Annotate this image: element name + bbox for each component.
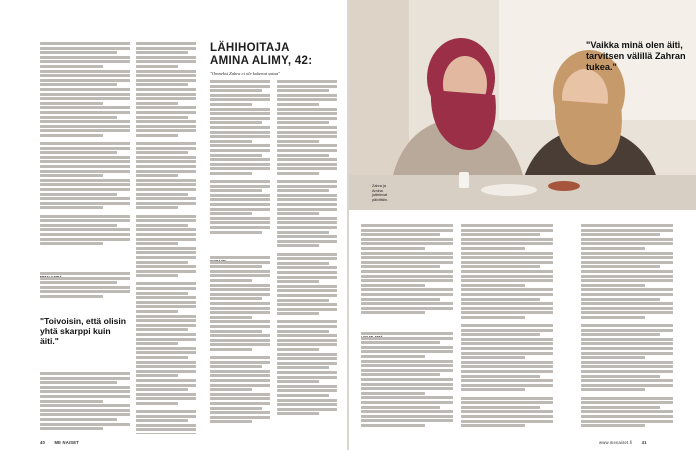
right-body-column-1-lower [361,332,453,434]
article-photo [349,0,696,210]
photo-illustration [349,0,696,210]
body-column-3 [210,80,270,245]
magazine-url: www.menaiset.fi [599,440,633,445]
body-column-3-lower [210,256,270,434]
photo-caption: Zahra ja Amina juttelevat päivittäin. [372,184,389,202]
right-body-column-3 [581,224,673,434]
left-page [0,0,347,450]
footer-left [40,440,79,445]
magazine-name: ME NAISET [54,440,80,445]
body-column-1 [40,42,130,262]
page-number-left: 40 [40,440,46,445]
article-subheading: "Omneksi Zahra ei ole kokenut sotaa" [210,71,281,76]
pull-quote-right: "Vaikka minä olen äiti, tarvitsen välillä Zahran tukea." [586,40,686,72]
pull-quote-left: "Toivoisin, että olisin yhtä skarppi kuin äiti." [40,316,127,347]
article-heading-line2: AMINA ALIMY, 42: [210,55,313,67]
page-number-right: 41 [641,440,647,445]
article-heading-line1: LÄHIHOITAJA [210,42,290,54]
footer-right [599,440,647,445]
body-column-2 [136,42,196,434]
body-column-4 [277,80,337,434]
body-column-1-lower [40,272,130,304]
right-body-column-1 [361,224,453,324]
right-body-column-2 [461,224,553,434]
body-column-1-bottom [40,372,130,434]
